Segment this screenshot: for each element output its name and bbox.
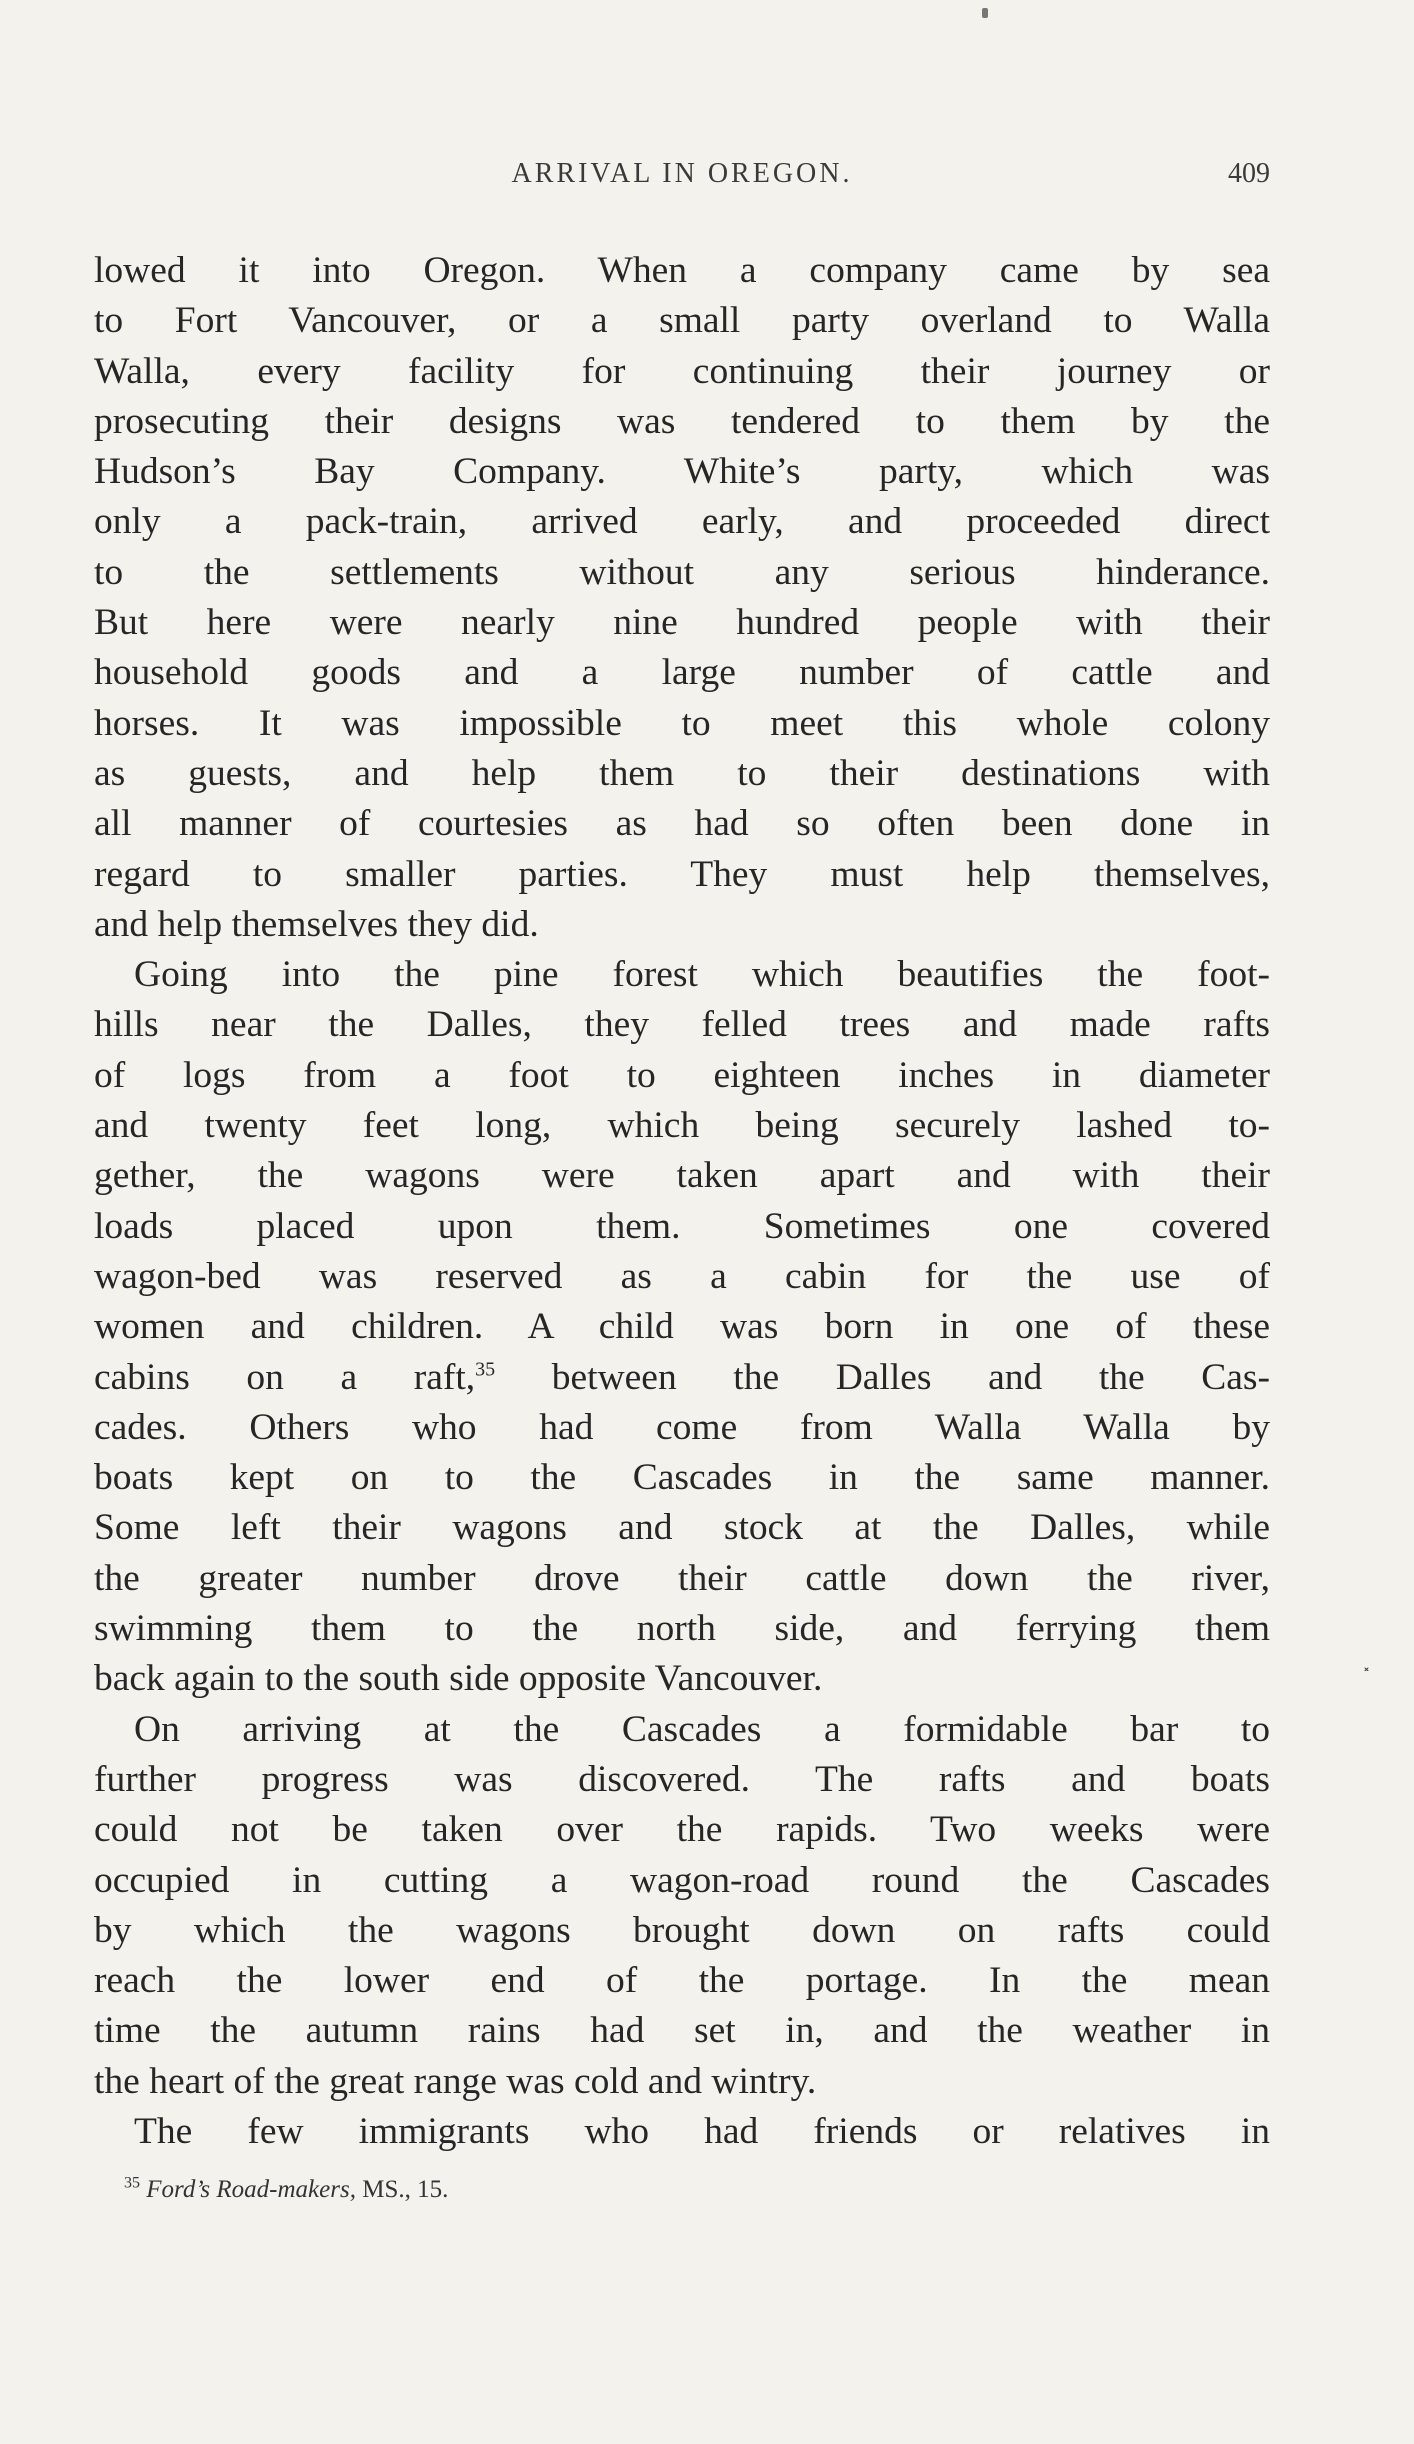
text-line: Some left their wagons and stock at the Dalles, while [94, 1507, 1270, 1549]
footnote-rest: MS., 15. [355, 2176, 449, 2203]
text-line: On arriving at the Cascades a formidable bar to [134, 1708, 1270, 1750]
line-tail: between the Dalles and the Cas- [495, 1356, 1270, 1398]
footnote-marker: 35 [124, 2174, 140, 2192]
text-line: occupied in cutting a wagon-road round the Cascades [94, 1859, 1270, 1901]
text-line: reach the lower end of the portage. In the mean [94, 1960, 1270, 2002]
body-text [94, 246, 1270, 2157]
text-line: could not be taken over the rapids. Two weeks were [94, 1809, 1270, 1851]
text-line: to Fort Vancouver, or a small party overland to Walla [94, 300, 1270, 342]
text-line: prosecuting their designs was tendered to them by the [94, 400, 1270, 442]
text-line: wagon-bed was reserved as a cabin for the use of [94, 1255, 1270, 1297]
text-line: Going into the pine forest which beautifies the foot- [134, 954, 1270, 996]
footnote-reference[interactable]: 35 [475, 1358, 496, 1381]
text-line: lowed it into Oregon. When a company came by sea [94, 250, 1270, 291]
text-line: swimming them to the north side, and ferrying them [94, 1608, 1270, 1650]
text-line: boats kept on to the Cascades in the same manner. [94, 1457, 1270, 1499]
ink-mark: ˟ [1362, 1666, 1371, 1687]
text-line-with-footnote-ref [94, 1353, 1270, 1403]
text-line: horses. It was impossible to meet this whole colony [94, 702, 1270, 744]
footnote [124, 2176, 448, 2204]
text-line: and twenty feet long, which being securely lashed to- [94, 1105, 1270, 1147]
footnote-title: Ford’s Road-makers, [146, 2176, 356, 2203]
text-line: further progress was discovered. The rafts and boats [94, 1758, 1270, 1800]
line-head: cabins on a raft, [94, 1356, 476, 1398]
text-line: Walla, every facility for continuing their journey or [94, 350, 1270, 392]
text-line: the greater number drove their cattle down the river, [94, 1557, 1270, 1599]
text-line: back again to the south side opposite Vancouver. [94, 1658, 823, 1700]
text-line: only a pack-train, arrived early, and proceeded direct [94, 501, 1270, 543]
text-line: cades. Others who had come from Walla Walla by [94, 1406, 1270, 1448]
text-line: to the settlements without any serious hinderance. [94, 551, 1270, 593]
text-line: loads placed upon them. Sometimes one covered [94, 1205, 1270, 1247]
ink-speck [982, 8, 988, 18]
page-header [94, 158, 1270, 202]
text-line: women and children. A child was born in one of these [94, 1306, 1270, 1348]
page-number: 409 [1228, 158, 1270, 189]
text-line: gether, the wagons were taken apart and with their [94, 1155, 1270, 1197]
text-line: all manner of courtesies as had so often been done in [94, 803, 1270, 845]
text-line: as guests, and help them to their destinations with [94, 752, 1270, 794]
text-line: But here were nearly nine hundred people with their [94, 602, 1270, 644]
text-line: household goods and a large number of cattle and [94, 652, 1270, 694]
text-line: and help themselves they did. [94, 903, 539, 945]
text-line: time the autumn rains had set in, and the weather in [94, 2010, 1270, 2052]
running-head: ARRIVAL IN OREGON. [511, 158, 853, 189]
text-line: by which the wagons brought down on rafts could [94, 1909, 1270, 1951]
text-line: The few immigrants who had friends or relatives in [134, 2110, 1270, 2152]
text-line: of logs from a foot to eighteen inches in diameter [94, 1054, 1270, 1096]
text-line: Hudson’s Bay Company. White’s party, which was [94, 451, 1270, 493]
text-line: the heart of the great range was cold and wintry. [94, 2060, 817, 2102]
text-line: regard to smaller parties. They must help themselves, [94, 853, 1270, 895]
text-line: hills near the Dalles, they felled trees and made rafts [94, 1004, 1270, 1046]
